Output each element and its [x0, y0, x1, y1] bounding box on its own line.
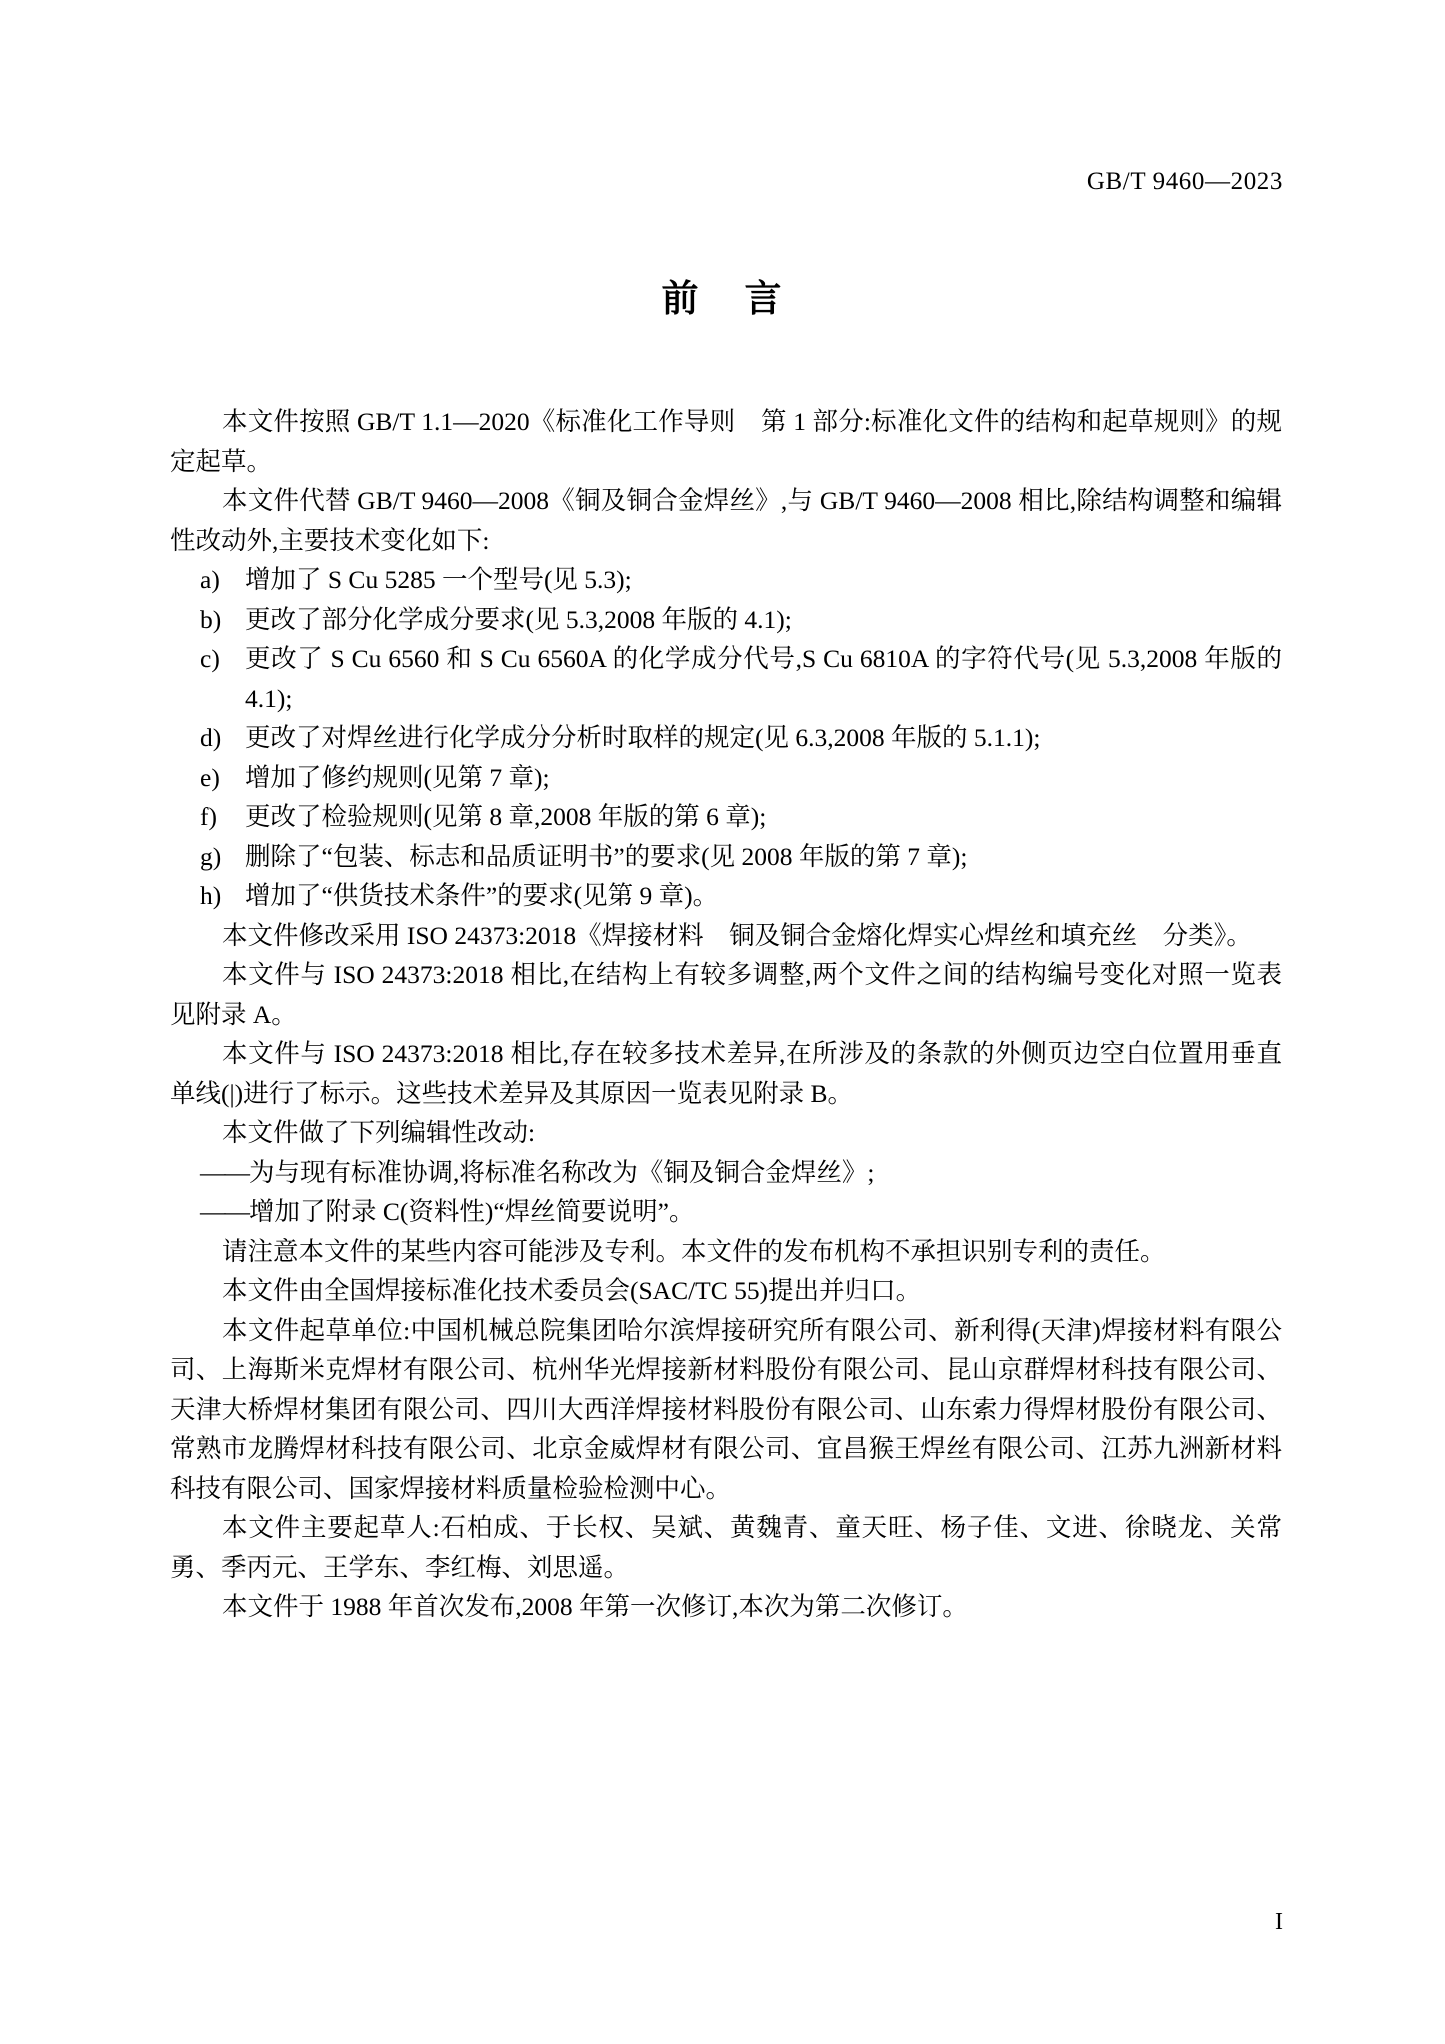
- paragraph-proposing-body: 本文件由全国焊接标准化技术委员会(SAC/TC 55)提出并归口。: [222, 1276, 922, 1305]
- page-number: I: [1275, 1909, 1283, 1935]
- list-item-text: 删除了“包装、标志和品质证明书”的要求(见 2008 年版的第 7 章);: [245, 841, 968, 871]
- paragraph-patent-notice: 请注意本文件的某些内容可能涉及专利。本文件的发布机构不承担识别专利的责任。: [222, 1236, 1166, 1266]
- list-item: [170, 876, 1282, 916]
- page-title: [0, 268, 1445, 322]
- page-header: [170, 168, 1283, 200]
- list-item: [170, 1192, 1282, 1232]
- foreword-content: [170, 402, 1282, 1627]
- title-char-1: 前: [661, 277, 701, 320]
- list-item: [170, 718, 1282, 758]
- list-dash: ——: [200, 1197, 249, 1226]
- list-item-text: 为与现有标准协调,将标准名称改为《铜及铜合金焊丝》;: [249, 1157, 875, 1187]
- paragraph-iso-adoption: 本文件修改采用 ISO 24373:2018《焊接材料 铜及铜合金熔化焊实心焊丝和填充丝 分类》。: [222, 920, 1252, 950]
- page-footer: [170, 1909, 1283, 1936]
- technical-changes-list: [170, 560, 1282, 916]
- paragraph-editorial-intro: 本文件做了下列编辑性改动:: [222, 1118, 536, 1147]
- list-marker: f): [200, 802, 217, 831]
- list-item: [170, 837, 1282, 877]
- list-item-text: 增加了附录 C(资料性)“焊丝简要说明”。: [249, 1197, 695, 1226]
- list-marker: a): [200, 565, 220, 594]
- list-item-text: 增加了 S Cu 5285 一个型号(见 5.3);: [245, 565, 632, 594]
- list-marker: g): [200, 841, 222, 871]
- list-dash: ——: [200, 1157, 249, 1187]
- list-marker: d): [200, 723, 222, 752]
- title-char-2: 言: [744, 277, 784, 320]
- list-marker: e): [200, 762, 220, 792]
- paragraph-iso-structure: 本文件与 ISO 24373:2018 相比,在结构上有较多调整,两个文件之间的结构编号变化对照一览表见附录 A。: [170, 960, 1282, 1029]
- list-marker: b): [200, 604, 222, 634]
- editorial-changes-list: [170, 1153, 1282, 1232]
- list-item-text: 更改了对焊丝进行化学成分分析时取样的规定(见 6.3,2008 年版的 5.1.1);: [245, 723, 1041, 752]
- list-marker: c): [200, 644, 220, 673]
- list-item-text: 更改了 S Cu 6560 和 S Cu 6560A 的化学成分代号,S Cu 6810A 的字符代号(见 5.3,2008 年版的 4.1);: [245, 644, 1282, 713]
- list-item: [170, 797, 1282, 837]
- paragraph-principal-drafters: 本文件主要起草人:石柏成、于长权、吴斌、黄魏青、童天旺、杨子佳、文进、徐晓龙、关常勇、季丙元、王学东、李红梅、刘思遥。: [170, 1513, 1282, 1582]
- list-item: [170, 1153, 1282, 1193]
- list-item: [170, 600, 1282, 640]
- paragraph-iso-differences: 本文件与 ISO 24373:2018 相比,存在较多技术差异,在所涉及的条款的外侧页边空白位置用垂直单线(|)进行了标示。这些技术差异及其原因一览表见附录 B。: [170, 1039, 1282, 1108]
- paragraph-replaces: 本文件代替 GB/T 9460—2008《铜及铜合金焊丝》,与 GB/T 9460—2008 相比,除结构调整和编辑性改动外,主要技术变化如下:: [170, 486, 1282, 555]
- paragraph-drafting-organizations: 本文件起草单位:中国机械总院集团哈尔滨焊接研究所有限公司、新利得(天津)焊接材料有限公司、上海斯米克焊材有限公司、杭州华光焊接新材料股份有限公司、昆山京群焊材科技有限公司、天津大桥焊材集团有限公司、四川大西洋焊接材料股份有限公司、山东索力得焊材股份有限公司、常熟市龙腾焊材科技有限公司、北京金威焊材有限公司、宜昌猴王焊丝有限公司、江苏九洲新材料科技有限公司、国家焊接材料质量检验检测中心。: [170, 1315, 1282, 1503]
- list-item-text: 增加了“供货技术条件”的要求(见第 9 章)。: [245, 881, 719, 910]
- list-item: [170, 639, 1282, 718]
- paragraph-basis: 本文件按照 GB/T 1.1—2020《标准化工作导则 第 1 部分:标准化文件的结构和起草规则》的规定起草。: [170, 407, 1282, 476]
- list-marker: h): [200, 881, 222, 910]
- paragraph-revision-history: 本文件于 1988 年首次发布,2008 年第一次修订,本次为第二次修订。: [222, 1592, 968, 1621]
- list-item-text: 更改了检验规则(见第 8 章,2008 年版的第 6 章);: [245, 802, 767, 831]
- list-item-text: 增加了修约规则(见第 7 章);: [245, 762, 550, 792]
- list-item: [170, 758, 1282, 798]
- standard-number: GB/T 9460—2023: [1086, 168, 1283, 195]
- list-item: [170, 560, 1282, 600]
- list-item-text: 更改了部分化学成分要求(见 5.3,2008 年版的 4.1);: [245, 604, 792, 634]
